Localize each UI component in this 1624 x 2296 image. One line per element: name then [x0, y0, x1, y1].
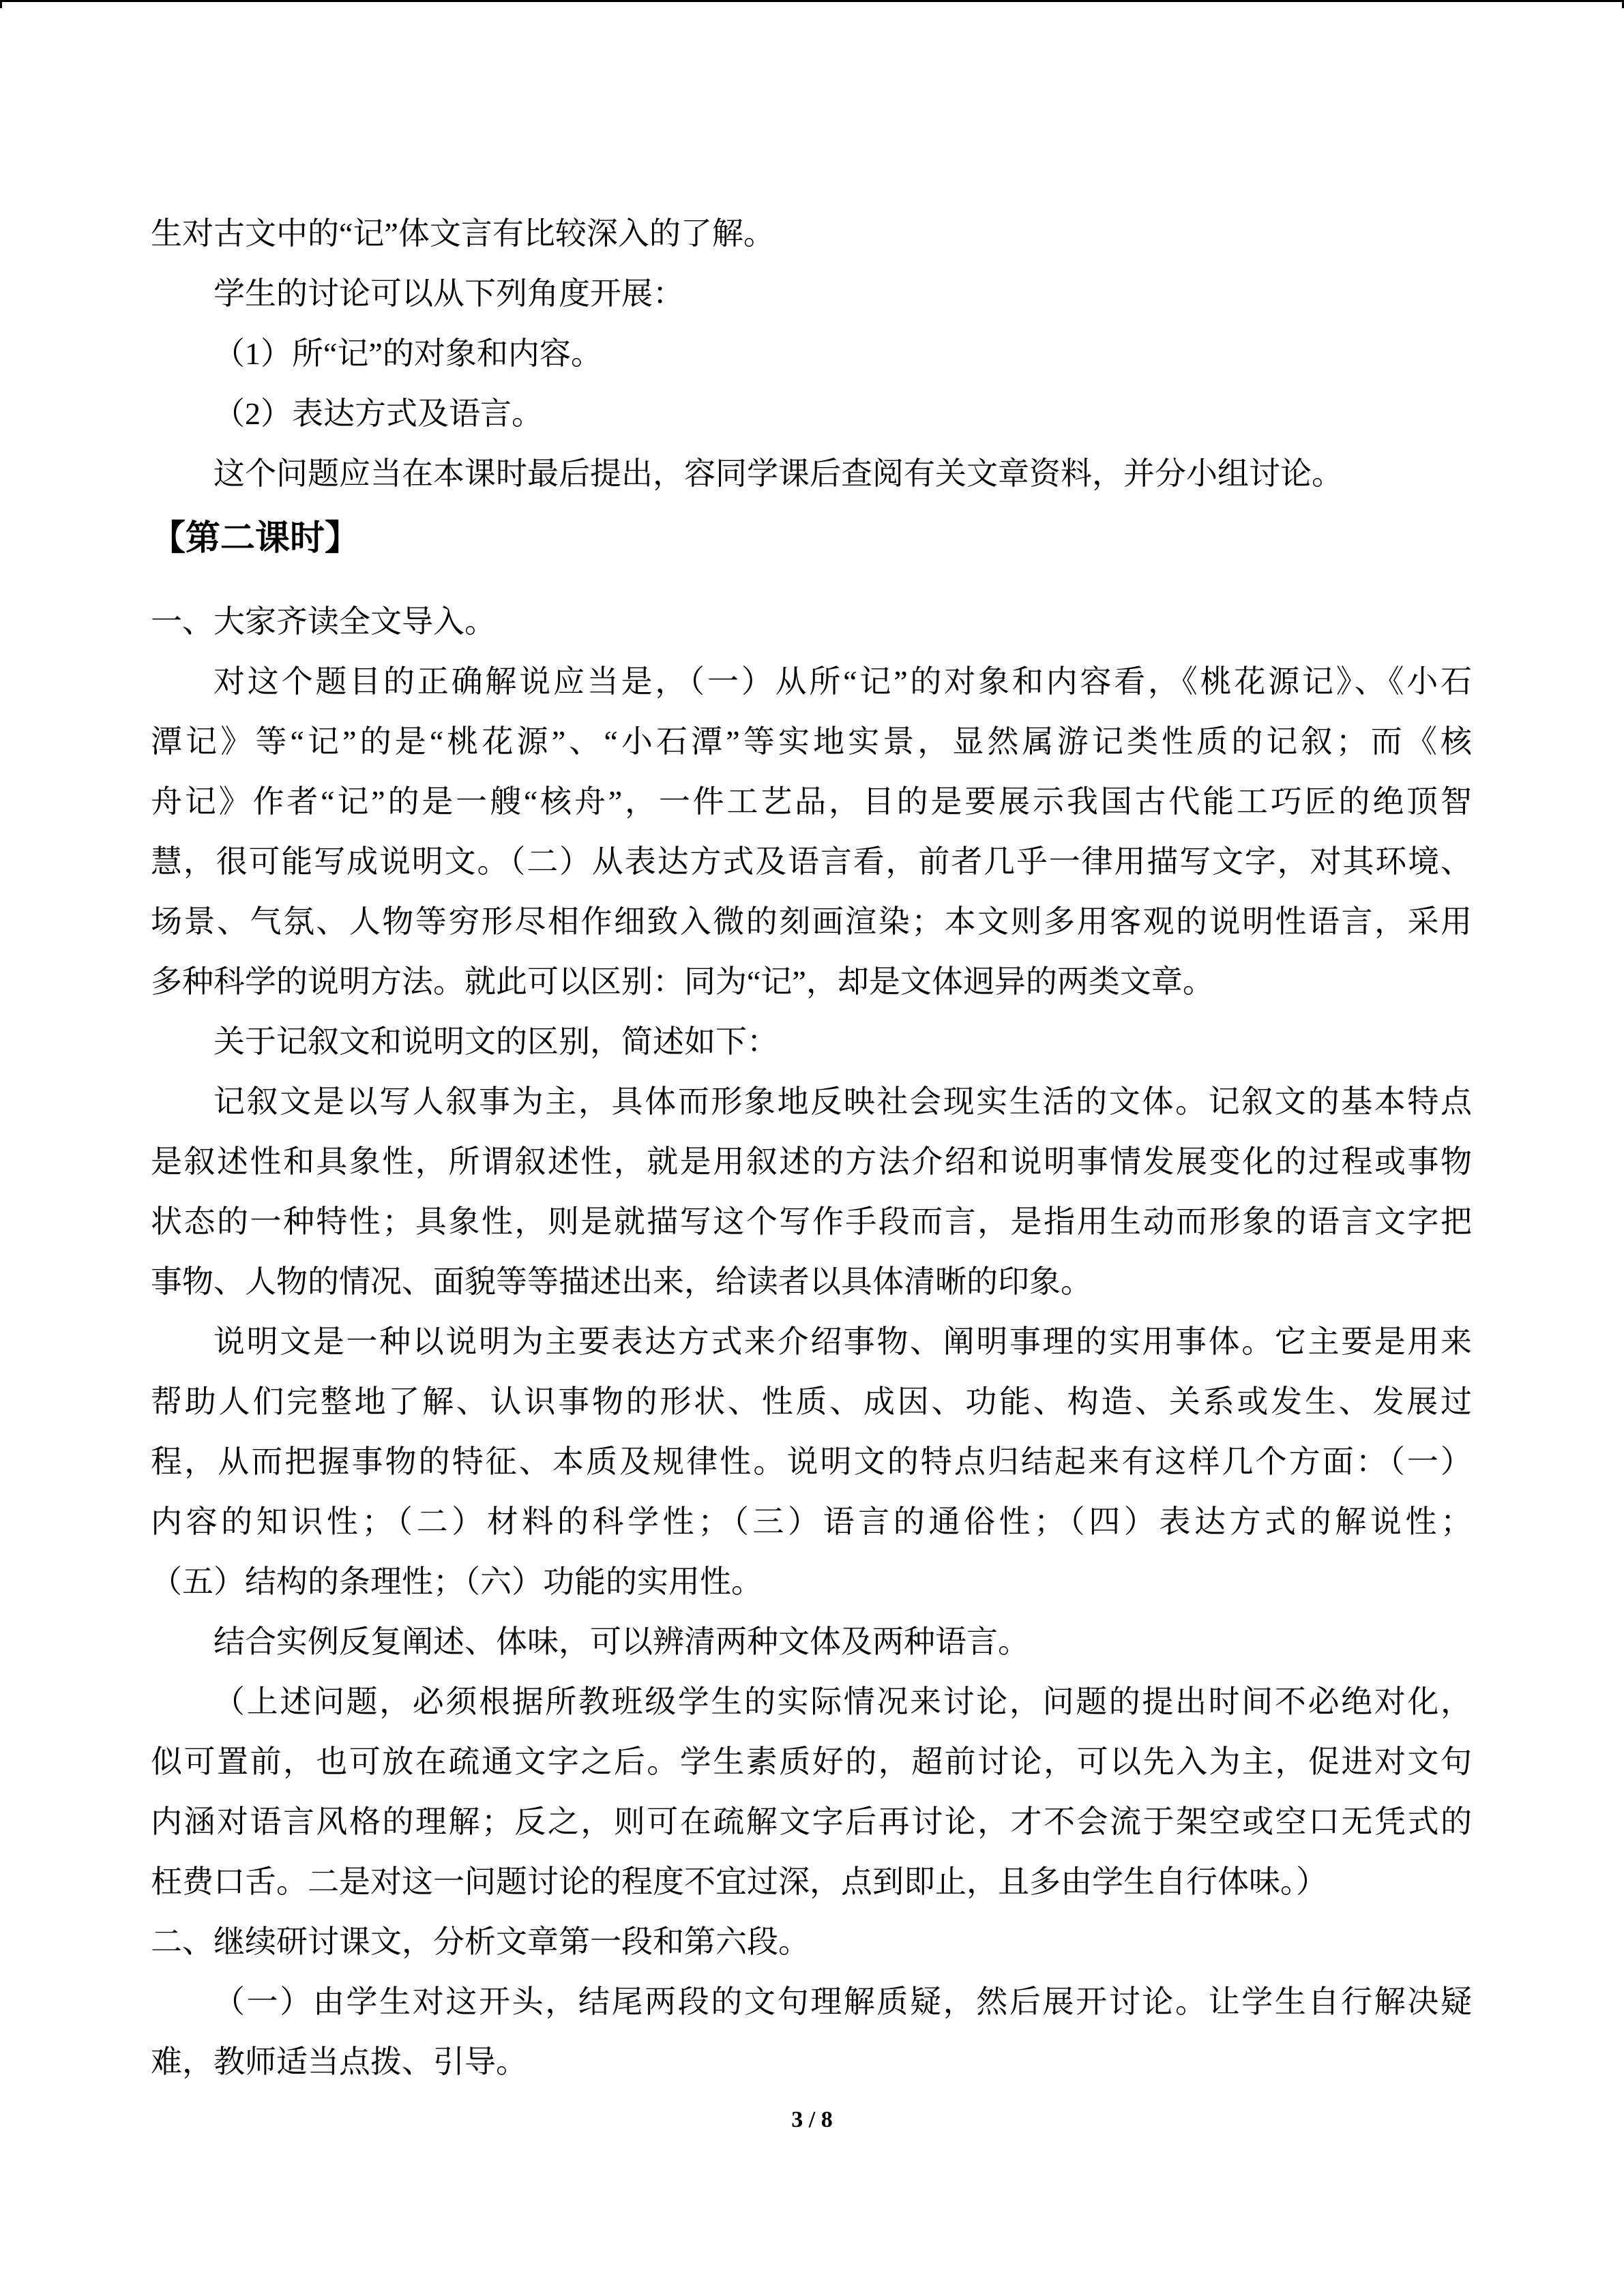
- page-top-border: [0, 0, 1624, 2]
- page-number: 3 / 8: [791, 2107, 833, 2132]
- paragraph: [151, 1312, 1472, 1612]
- paragraph-line: 程，从而把握事物的特征、本质及规律性。说明文的特点归结起来有这样几个方面：（一）: [151, 1444, 1472, 1479]
- paragraph: [151, 1612, 1472, 1672]
- paragraph-line: 事物、人物的情况、面貌等等描述出来，给读者以具体清晰的印象。: [151, 1264, 1092, 1299]
- paragraph-line: （上述问题，必须根据所教班级学生的实际情况来讨论，问题的提出时间不必绝对化，: [213, 1684, 1472, 1719]
- step-title: 一、大家齐读全文导入。: [151, 604, 496, 639]
- paragraph-line: 内涵对语言风格的理解；反之，则可在疏解文字后再讨论，才不会流于架空或空口无凭式的: [151, 1804, 1472, 1839]
- paragraph-line: 难，教师适当点拨、引导。: [151, 2044, 527, 2079]
- paragraph-line: 关于记叙文和说明文的区别，简述如下：: [213, 1024, 778, 1059]
- discussion-note: 这个问题应当在本课时最后提出，容同学课后查阅有关文章资料，并分小组讨论。: [213, 456, 1343, 491]
- discussion-point: （2）表达方式及语言。: [213, 396, 543, 431]
- paragraph: [151, 1072, 1472, 1312]
- paragraph-line: 慧，很可能写成说明文。（二）从表达方式及语言看，前者几乎一律用描写文字，对其环境、: [151, 844, 1472, 879]
- paragraph-line: 结合实例反复阐述、体味，可以辨清两种文体及两种语言。: [213, 1624, 1029, 1659]
- discussion-point: （1）所“记”的对象和内容。: [213, 336, 602, 371]
- paragraph: [151, 1972, 1472, 2092]
- paragraph-line: 内容的知识性；（二）材料的科学性；（三）语言的通俗性；（四）表达方式的解说性；: [151, 1504, 1472, 1539]
- paragraph: [151, 652, 1472, 1012]
- paragraph-line: 场景、气氛、人物等穷形尽相作细致入微的刻画渲染；本文则多用客观的说明性语言，采用: [151, 904, 1472, 939]
- section-heading: 【第二课时】: [151, 518, 360, 558]
- paragraph-line: 枉费口舌。二是对这一问题讨论的程度不宜过深，点到即止，且多由学生自行体味。）: [151, 1864, 1327, 1899]
- paragraph-line: 对这个题目的正确解说应当是，（一）从所“记”的对象和内容看，《桃花源记》、《小石: [213, 664, 1472, 699]
- step-one: [151, 592, 1472, 1912]
- step-two: [151, 1912, 1472, 2092]
- paragraph: [151, 1672, 1472, 1912]
- paragraph-line: 说明文是一种以说明为主要表达方式来介绍事物、阐明事理的实用事体。它主要是用来: [213, 1324, 1472, 1359]
- paragraph-line: 记叙文是以写人叙事为主，具体而形象地反映社会现实生活的文体。记叙文的基本特点: [213, 1084, 1472, 1119]
- paragraph: [151, 1012, 1472, 1072]
- carryover-paragraph: 生对古文中的“记”体文言有比较深入的了解。: [151, 216, 775, 251]
- page-corner-mark-left: [0, 0, 2, 8]
- step-title: 二、继续研讨课文，分析文章第一段和第六段。: [151, 1924, 810, 1959]
- paragraph-line: 舟记》作者“记”的是一艘“核舟”，一件工艺品，目的是要展示我国古代能工巧匠的绝顶智: [151, 784, 1472, 819]
- discussion-intro: 学生的讨论可以从下列角度开展：: [213, 276, 684, 311]
- paragraph-line: 潭记》等“记”的是“桃花源”、“小石潭”等实地实景，显然属游记类性质的记叙；而《核: [151, 724, 1472, 759]
- paragraph-line: 状态的一种特性；具象性，则是就描写这个写作手段而言，是指用生动而形象的语言文字把: [151, 1204, 1472, 1239]
- paragraph-line: 是叙述性和具象性，所谓叙述性，就是用叙述的方法介绍和说明事情发展变化的过程或事物: [151, 1144, 1472, 1179]
- paragraph-line: 帮助人们完整地了解、认识事物的形状、性质、成因、功能、构造、关系或发生、发展过: [151, 1384, 1472, 1419]
- paragraph-line: 似可置前，也可放在疏通文字之后。学生素质好的，超前讨论，可以先入为主，促进对文句: [151, 1744, 1472, 1779]
- paragraph-line: （五）结构的条理性；（六）功能的实用性。: [151, 1564, 763, 1599]
- page-body: [151, 204, 1472, 2092]
- paragraph-line: （一）由学生对这开头，结尾两段的文句理解质疑，然后展开讨论。让学生自行解决疑: [213, 1984, 1472, 2019]
- paragraph-line: 多种科学的说明方法。就此可以区别：同为“记”，却是文体迥异的两类文章。: [151, 964, 1214, 999]
